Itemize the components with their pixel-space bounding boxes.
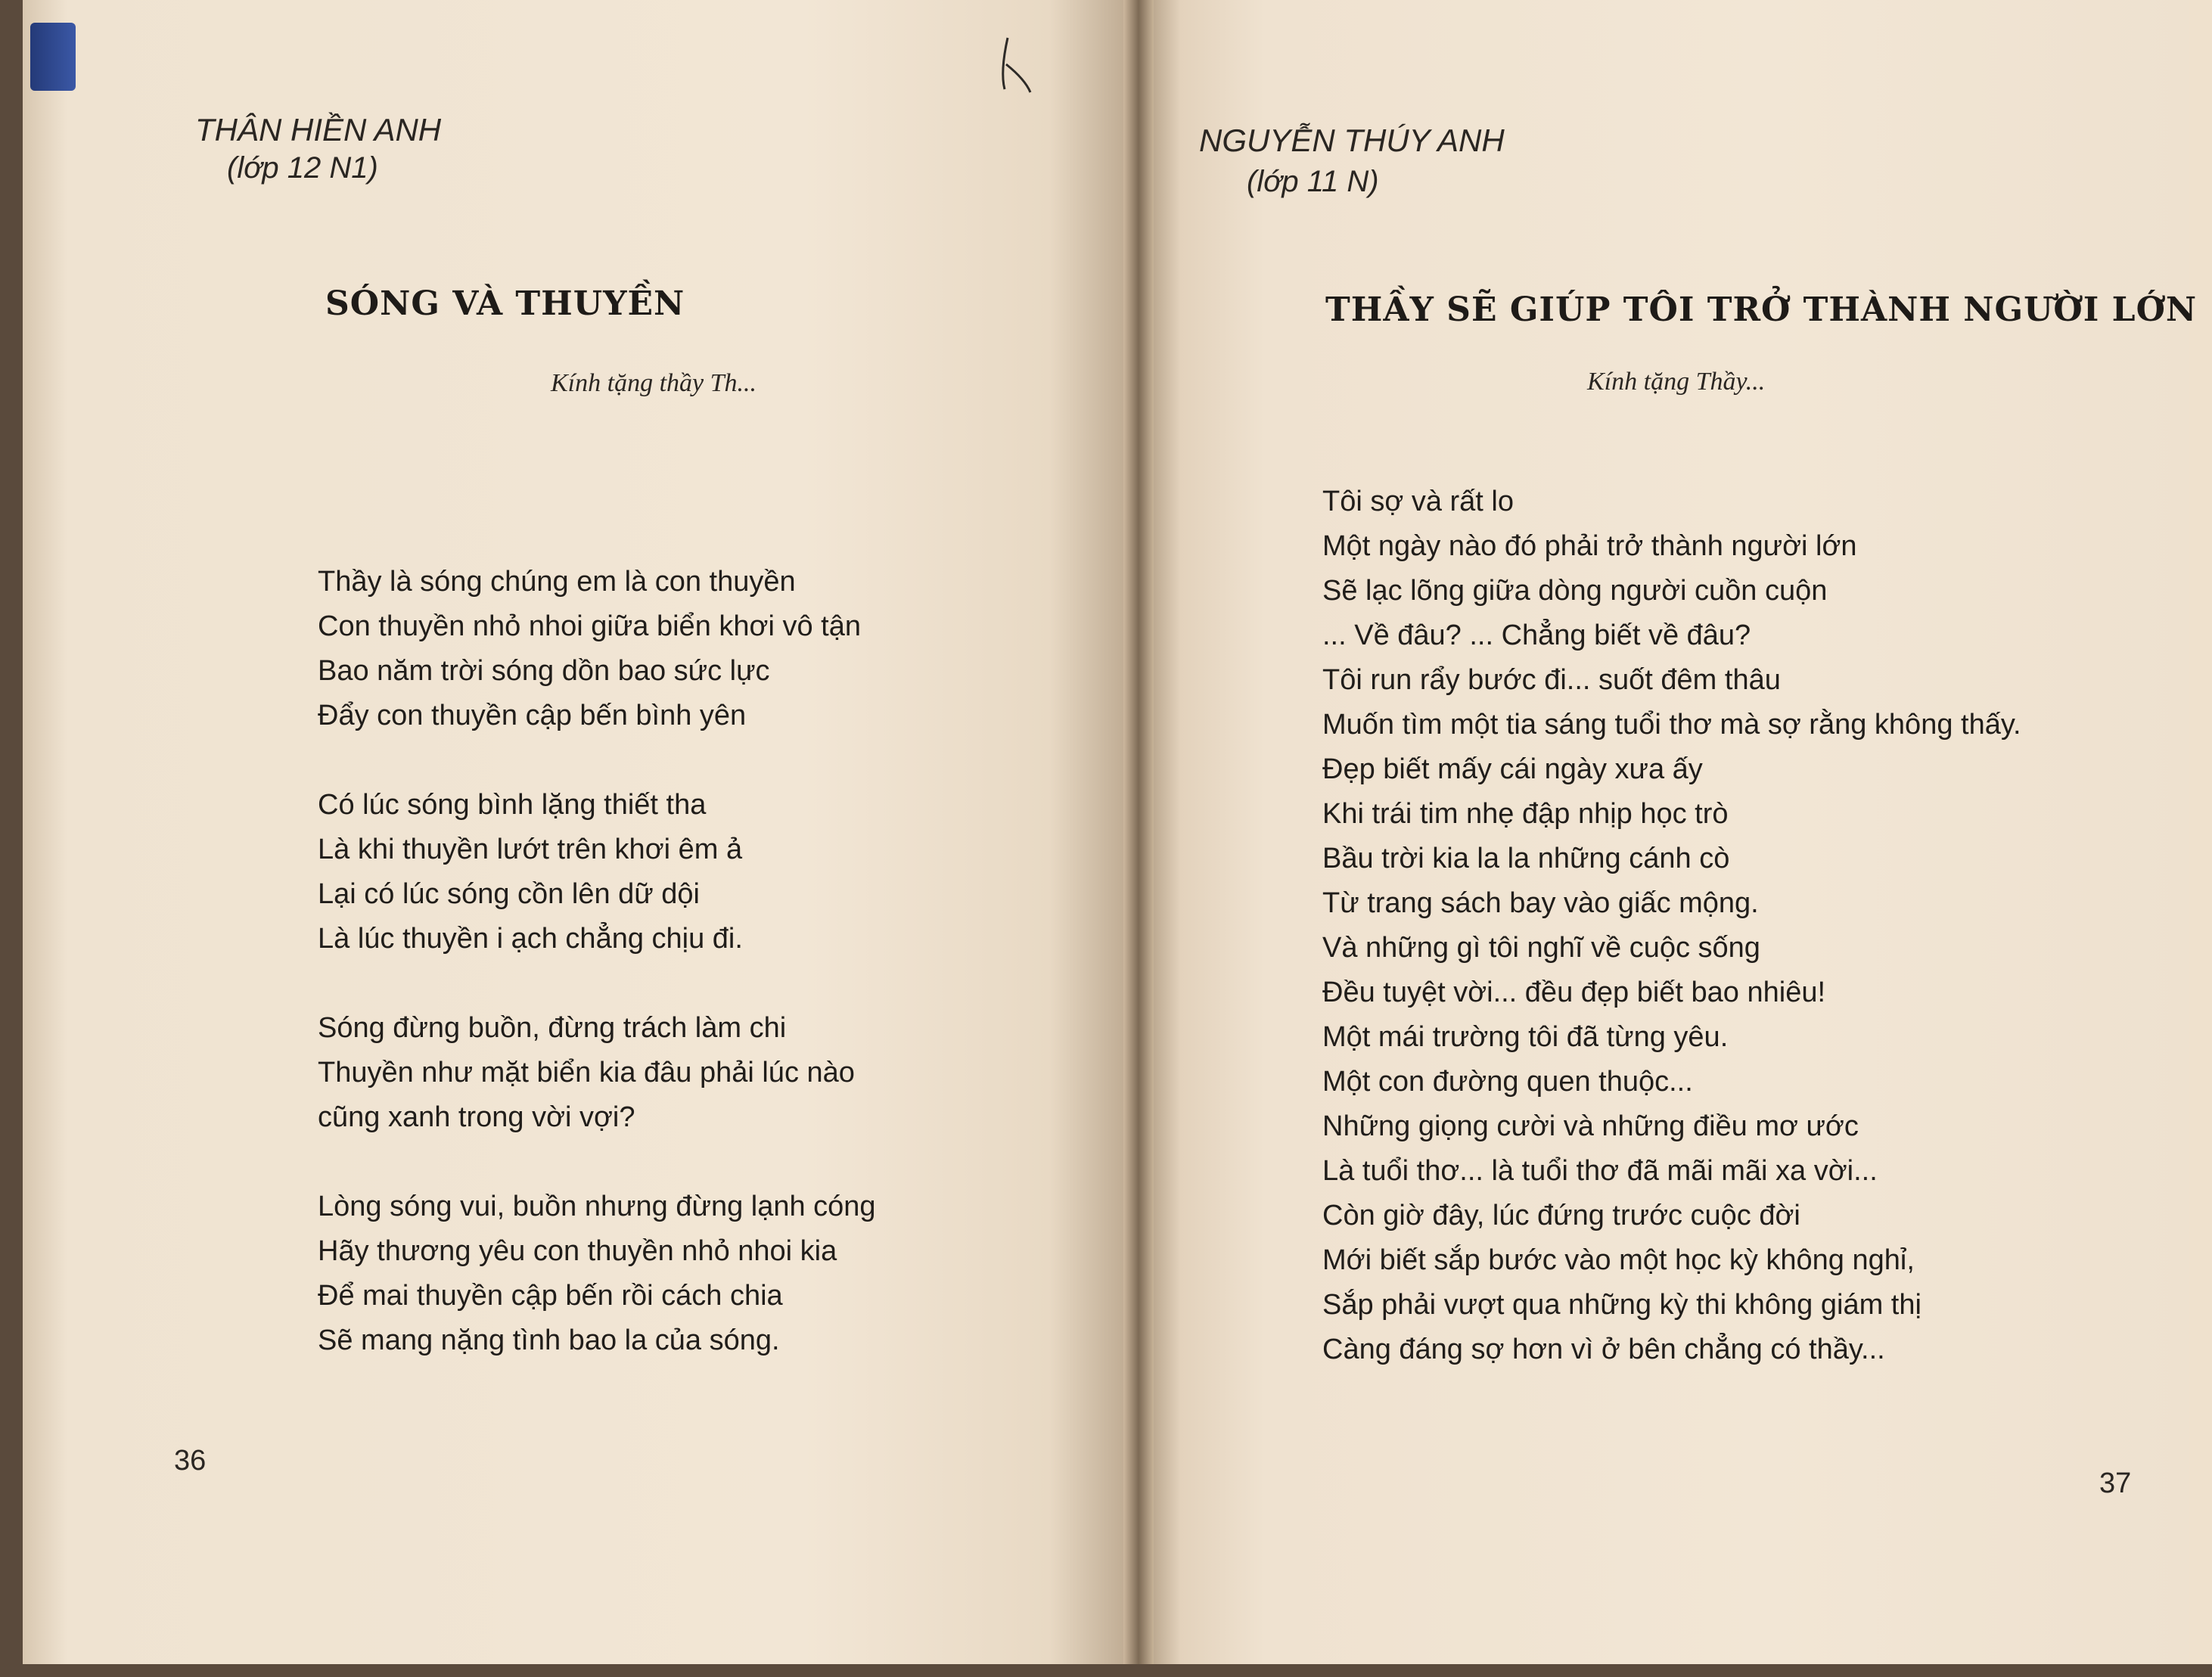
verse-line: Hãy thương yêu con thuyền nhỏ nhoi kia xyxy=(318,1235,837,1267)
verse-line: Tôi run rẩy bước đi... suốt đêm thâu xyxy=(1322,664,1781,696)
left-author-class: (lớp 12 N1) xyxy=(227,151,378,185)
book-gutter xyxy=(1123,0,1154,1664)
verse-line: Thuyền như mặt biển kia đâu phải lúc nào xyxy=(318,1057,855,1088)
right-author-name: NGUYỄN THÚY ANH xyxy=(1199,123,1505,158)
verse-line: Và những gì tôi nghĩ về cuộc sống xyxy=(1322,932,1760,964)
left-poem-body xyxy=(318,560,876,1363)
verse-line: Muốn tìm một tia sáng tuổi thơ mà sợ rằng không thấy. xyxy=(1322,709,2021,741)
right-page-number: 37 xyxy=(2099,1467,2132,1499)
verse-line: Con thuyền nhỏ nhoi giữa biển khơi vô tận xyxy=(318,610,861,642)
verse-line: cũng xanh trong vời vợi? xyxy=(318,1101,635,1133)
verse-line: Sắp phải vượt qua những kỳ thi không giám thị xyxy=(1322,1289,1922,1321)
verse-line: Là khi thuyền lướt trên khơi êm ả xyxy=(318,834,743,865)
verse-line: Tôi sợ và rất lo xyxy=(1322,486,1514,517)
verse-line: Những giọng cười và những điều mơ ước xyxy=(1322,1110,1859,1142)
verse-line: Lòng sóng vui, buồn nhưng đừng lạnh cóng xyxy=(318,1191,876,1222)
verse-line: Một ngày nào đó phải trở thành người lớn xyxy=(1322,530,1857,562)
stanza-break xyxy=(318,1140,876,1185)
stanza-break xyxy=(318,961,876,1006)
bookmark-ribbon xyxy=(30,23,76,91)
verse-line: ... Về đâu? ... Chẳng biết về đâu? xyxy=(1322,620,1751,651)
right-author-class: (lớp 11 N) xyxy=(1247,165,1379,198)
left-author-name: THÂN HIỀN ANH xyxy=(195,112,442,148)
verse-line: Một mái trường tôi đã từng yêu. xyxy=(1322,1021,1729,1053)
verse-line: Bao năm trời sóng dồn bao sức lực xyxy=(318,655,770,687)
verse-line: Một con đường quen thuộc... xyxy=(1322,1066,1693,1098)
verse-line: Để mai thuyền cập bến rồi cách chia xyxy=(318,1280,783,1312)
right-poem-title: THẦY SẼ GIÚP TÔI TRỞ THÀNH NGƯỜI LỚN xyxy=(1325,290,2198,329)
pencil-mark xyxy=(983,30,1044,98)
left-poem-dedication: Kính tặng thầy Th... xyxy=(551,369,757,397)
left-page-number: 36 xyxy=(174,1445,207,1477)
left-poem-title: SÓNG VÀ THUYỀN xyxy=(325,284,685,323)
verse-line: Đều tuyệt vời... đều đẹp biết bao nhiêu! xyxy=(1322,977,1826,1008)
verse-line: Có lúc sóng bình lặng thiết tha xyxy=(318,789,707,821)
verse-line: Là lúc thuyền i ạch chẳng chịu đi. xyxy=(318,923,743,955)
verse-line: Càng đáng sợ hơn vì ở bên chẳng có thầy... xyxy=(1322,1334,1885,1365)
right-poem-body xyxy=(1322,480,2021,1372)
verse-line: Thầy là sóng chúng em là con thuyền xyxy=(318,566,796,598)
right-poem-dedication: Kính tặng Thầy... xyxy=(1587,368,1766,396)
verse-line: Đẹp biết mấy cái ngày xưa ấy xyxy=(1322,753,1703,785)
stanza-break xyxy=(318,738,876,783)
verse-line: Sẽ lạc lõng giữa dòng người cuồn cuộn xyxy=(1322,575,1828,607)
verse-line: Mới biết sắp bước vào một học kỳ không nghỉ, xyxy=(1322,1244,1915,1276)
verse-line: Còn giờ đây, lúc đứng trước cuộc đời xyxy=(1322,1200,1800,1231)
verse-line: Khi trái tim nhẹ đập nhịp học trò xyxy=(1322,798,1729,830)
verse-line: Bầu trời kia la la những cánh cò xyxy=(1322,843,1730,874)
verse-line: Sẽ mang nặng tình bao la của sóng. xyxy=(318,1325,780,1356)
verse-line: Sóng đừng buồn, đừng trách làm chi xyxy=(318,1012,787,1044)
verse-line: Từ trang sách bay vào giấc mộng. xyxy=(1322,887,1759,919)
verse-line: Lại có lúc sóng cồn lên dữ dội xyxy=(318,878,700,910)
verse-line: Là tuổi thơ... là tuổi thơ đã mãi mãi xa vời... xyxy=(1322,1155,1878,1187)
verse-line: Đẩy con thuyền cập bến bình yên xyxy=(318,700,747,731)
